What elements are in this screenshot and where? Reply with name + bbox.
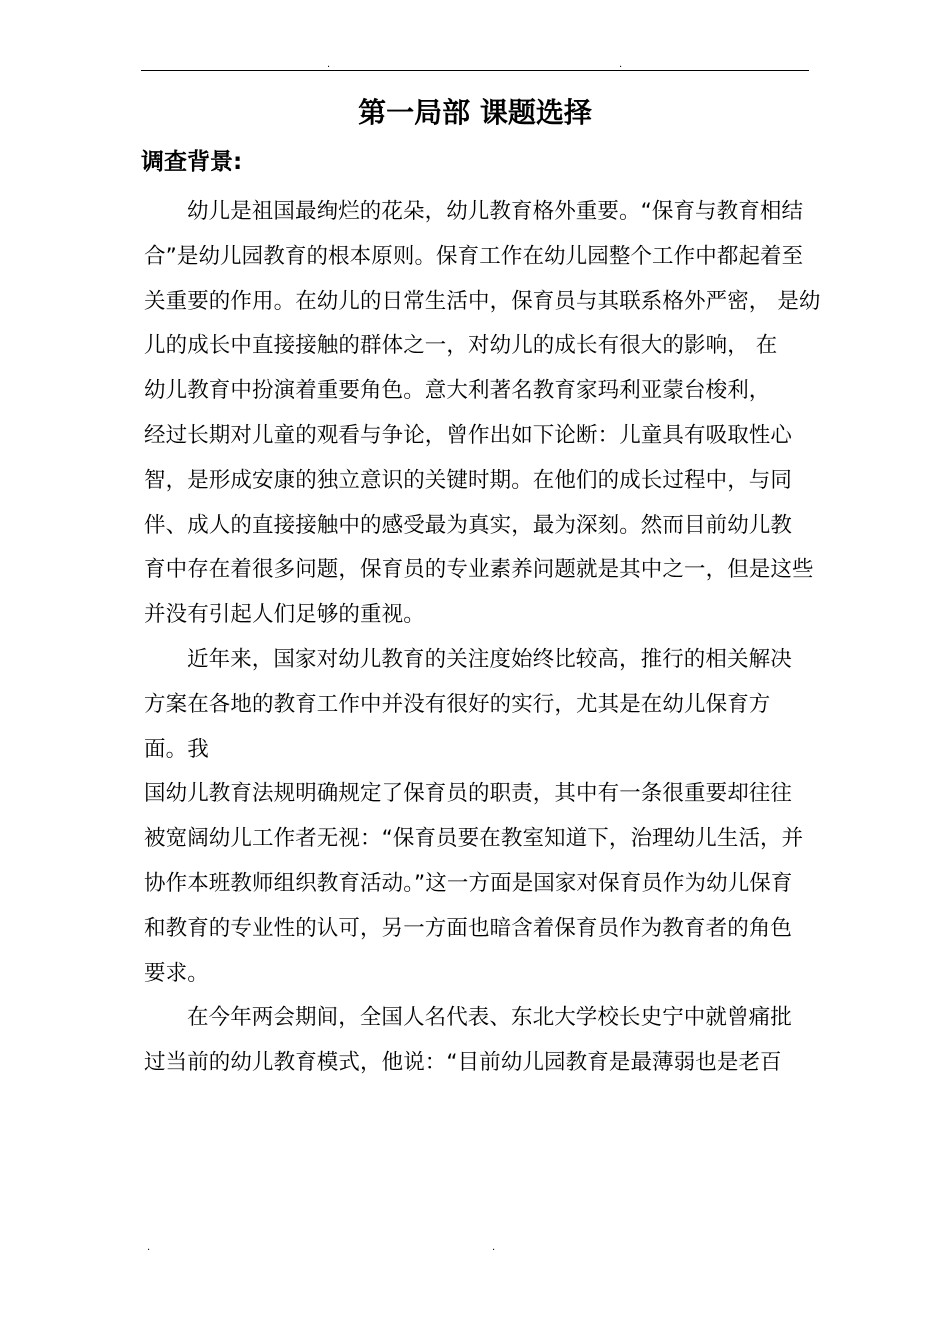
- text-line: 智，是形成安康的独立意识的关键时期。在他们的成长过程中，与同: [144, 467, 793, 493]
- text-line: 被宽阔幼儿工作者无视：“保育员要在教室知道下，治理幼儿生活，并: [144, 826, 804, 852]
- text-line: 合”是幼儿园教育的根本原则。保育工作在幼儿园整个工作中都起着至: [144, 243, 804, 269]
- header-dot-right: .: [619, 59, 623, 70]
- header-dot-left: .: [327, 59, 331, 70]
- body-text: [144, 190, 824, 1086]
- page-title: 第一局部 课题选择: [358, 96, 592, 129]
- text-line: 儿的成长中直接接触的群体之一，对幼儿的成长有很大的影响， 在: [144, 333, 778, 359]
- text-line: 过当前的幼儿教育模式，他说：“目前幼儿园教育是最薄弱也是老百: [144, 1050, 782, 1076]
- text-line: 关重要的作用。在幼儿的日常生活中，保育员与其联系格外严密， 是幼: [144, 288, 821, 314]
- text-line: 国幼儿教育法规明确规定了保育员的职责，其中有一条很重要却往往: [144, 781, 793, 807]
- footer-dot-left: .: [147, 1242, 151, 1253]
- text-line: 育中存在着很多问题，保育员的专业素养问题就是其中之一，但是这些: [144, 557, 814, 583]
- text-line: 在今年两会期间，全国人名代表、东北大学校长史宁中就曾痛批: [187, 1005, 792, 1031]
- text-line: 要求。: [144, 960, 209, 986]
- footer-dot-right: .: [492, 1242, 496, 1253]
- text-line: 经过长期对儿童的观看与争论，曾作出如下论断：儿童具有吸取性心: [144, 422, 793, 448]
- text-line: 伴、成人的直接接触中的感受最为真实，最为深刻。然而目前幼儿教: [144, 512, 793, 538]
- header-rule: [141, 70, 809, 71]
- text-line: 和教育的专业性的认可，另一方面也暗含着保育员作为教育者的角色: [144, 915, 793, 941]
- text-line: 幼儿是祖国最绚烂的花朵，幼儿教育格外重要。“保育与教育相结: [187, 199, 804, 224]
- text-line: 并没有引起人们足够的重视。: [144, 602, 425, 628]
- text-line: 面。我: [144, 736, 209, 762]
- section-heading: 调查背景:: [141, 149, 243, 175]
- text-line: 幼儿教育中扮演着重要角色。意大利著名教育家玛利亚蒙台梭利，: [144, 378, 771, 404]
- text-line: 协作本班教师组织教育活动。”这一方面是国家对保育员作为幼儿保育: [144, 870, 793, 896]
- text-line: 方案在各地的教育工作中并没有很好的实行，尤其是在幼儿保育方: [144, 691, 771, 717]
- text-line: 近年来，国家对幼儿教育的关注度始终比较高，推行的相关解决: [187, 646, 792, 672]
